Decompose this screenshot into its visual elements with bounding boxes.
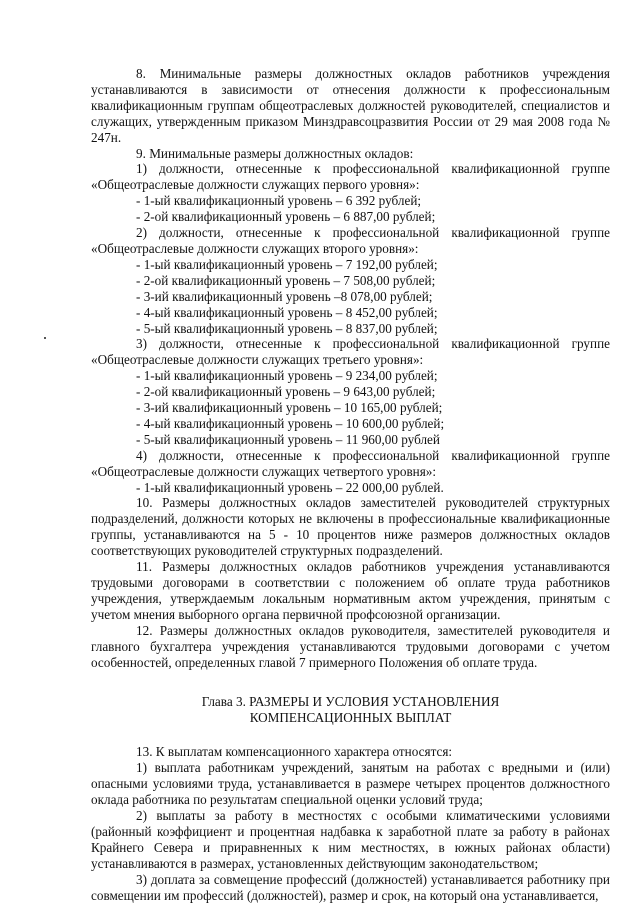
list-item: - 1-ый квалификационный уровень – 22 000,00 рублей. [136,479,444,495]
document-body [91,66,610,904]
chapter-3-heading [91,694,610,726]
list-item: - 3-ий квалификационный уровень –8 078,00 рублей; [136,288,433,304]
list-item: - 2-ой квалификационный уровень – 7 508,00 рублей; [136,272,436,288]
chapter-3-title-line-1: Глава 3. РАЗМЕРЫ И УСЛОВИЯ УСТАНОВЛЕНИЯ [201,694,500,710]
paragraph-13-intro: 13. К выплатам компенсационного характера относятся: [136,744,453,760]
list-item: - 2-ой квалификационный уровень – 9 643,00 рублей; [136,384,436,400]
list-item: - 3-ий квалификационный уровень – 10 165,00 рублей; [136,400,443,416]
group-1-heading: 1) должности, отнесенные к профессиональной квалификационной группе «Общеотраслевые должности служащих первого уровня»: [91,161,610,193]
paragraph-10: 10. Размеры должностных окладов заместителей руководителей структурных подразделений, должности которых не включены в профессиональные квалификационные группы, устанавливаются на 5 - 10 процентов ниже размеров должностных окладов соответствующих руководителей структурных подразделений. [91,495,610,559]
paragraph-13-item-1: 1) выплата работникам учреждений, занятым на работах с вредными и (или) опасными условиями труда, устанавливается в размере четырех процентов должностного оклада работника по результатам специальной оценки условий труда; [91,760,610,808]
list-item: - 1-ый квалификационный уровень – 9 234,00 рублей; [136,368,438,384]
list-item: - 5-ый квалификационный уровень – 11 960,00 рублей [136,431,440,447]
paragraph-13-item-3: 3) доплата за совмещение профессий (должностей) устанавливается работнику при совмещении им профессий (должностей), размер и срок, на который она устанавливается, [91,871,610,903]
paragraph-9-intro: 9. Минимальные размеры должностных окладов: [136,145,414,161]
spacer [91,726,610,744]
list-item: - 4-ый квалификационный уровень – 8 452,00 рублей; [136,304,438,320]
paragraph-8: 8. Минимальные размеры должностных окладов работников учреждения устанавливаются в зависимости от отнесения должности к профессиональным квалификационным группам общеотраслевых должностей руководителей, специалистов и служащих, утвержденным приказом Минздравсоцразвития России от 29 мая 2008 года № 247н. [91,66,610,145]
paragraph-13-item-2: 2) выплаты за работу в местностях с особыми климатическими условиями (районный коэффициент и процентная надбавка к заработной плате за работу в районах Крайнего Севера и приравненных к ним местностях, в южных районах области) устанавливаются в размерах, установленных действующим законодательством; [91,808,610,871]
list-item: - 5-ый квалификационный уровень – 8 837,00 рублей; [136,320,438,336]
list-item: - 4-ый квалификационный уровень – 10 600,00 рублей; [136,415,445,431]
paragraph-11: 11. Размеры должностных окладов работников учреждения устанавливаются трудовыми договорами в соответствии с положением об оплате труда работников учреждения, утверждаемым локальным нормативным актом учреждения, принятым с учетом мнения выборного органа первичной профсоюзной организации. [91,559,610,622]
chapter-3-title-line-2: КОМПЕНСАЦИОННЫХ ВЫПЛАТ [249,710,452,726]
paragraph-12: 12. Размеры должностных окладов руководителя, заместителей руководителя и главного бухгалтера учреждения устанавливаются трудовыми договорами с учетом особенностей, определенных главой 7 примерного Положения об оплате труда. [91,622,610,670]
group-2-heading: 2) должности, отнесенные к профессиональной квалификационной группе «Общеотраслевые должности служащих второго уровня»: [91,225,610,256]
list-item: - 1-ый квалификационный уровень – 7 192,00 рублей; [136,256,438,272]
list-item: - 1-ый квалификационный уровень – 6 392 рублей; [136,193,422,209]
scan-speck [44,337,46,339]
group-3-heading: 3) должности, отнесенные к профессиональной квалификационной группе «Общеотраслевые должности служащих третьего уровня»: [91,336,610,368]
group-4-heading: 4) должности, отнесенные к профессиональной квалификационной группе «Общеотраслевые должности служащих четвертого уровня»: [91,447,610,479]
list-item: - 2-ой квалификационный уровень – 6 887,00 рублей; [136,209,436,225]
